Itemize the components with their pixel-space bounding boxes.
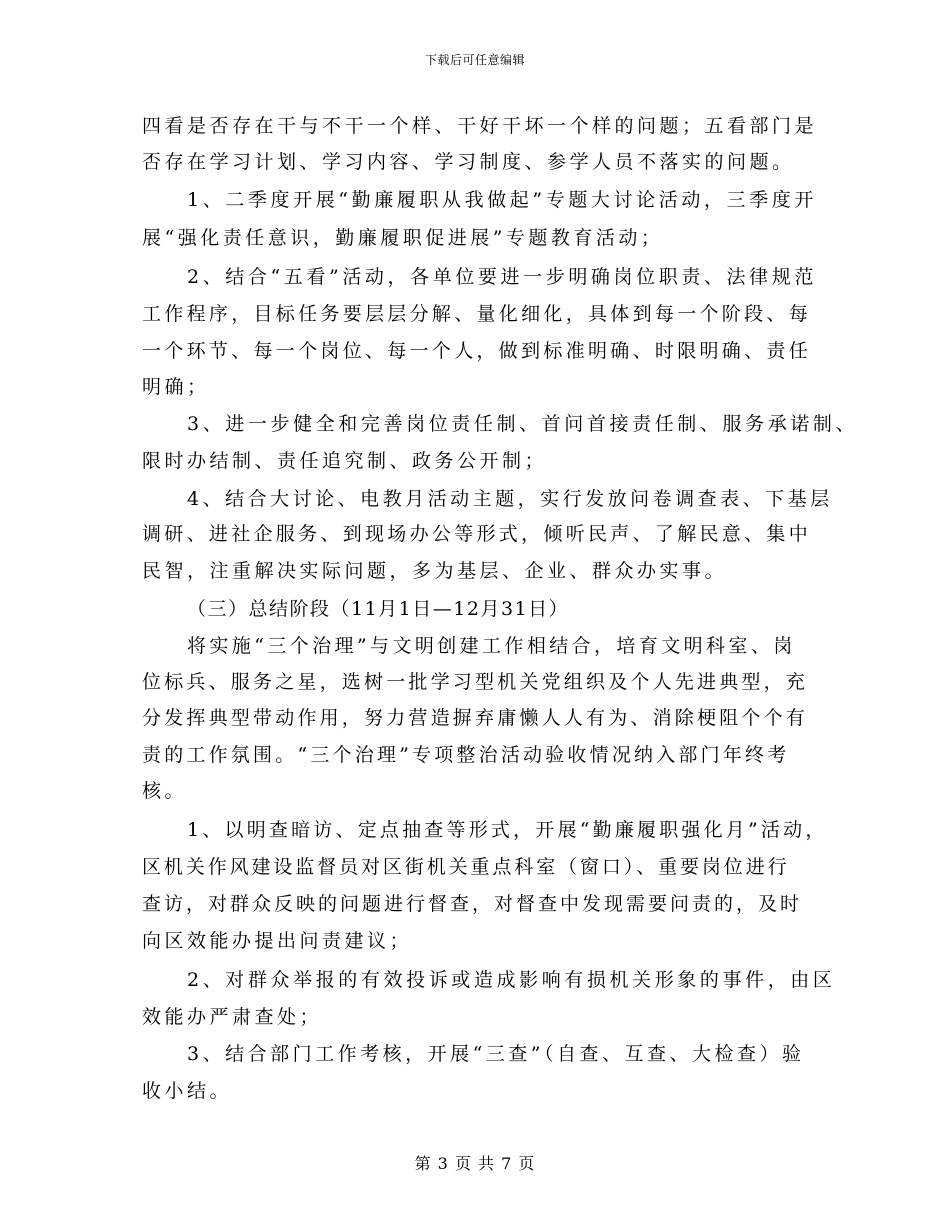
- text-line: 区机关作风建设监督员对区街机关重点科室（窗口）、重要岗位进行: [142, 856, 790, 878]
- text-line: 2、对群众举报的有效投诉或造成影响有损机关形象的事件，由区: [187, 969, 836, 991]
- text-line: 展“强化责任意识，勤廉履职促进展”专题教育活动；: [142, 227, 664, 249]
- text-line: 3、进一步健全和完善岗位责任制、首问首接责任制、服务承诺制、: [187, 413, 859, 435]
- page-number: 第 3 页 共 7 页: [414, 1154, 536, 1173]
- text-line: 一个环节、每一个岗位、每一个人，做到标准明确、时限明确、责任: [142, 340, 812, 362]
- text-line: 明确；: [142, 376, 210, 398]
- text-line: 效能办严肃查处；: [142, 1006, 323, 1028]
- text-line: 调研、进社企服务、到现场办公等形式，倾听民声、了解民意、集中: [142, 523, 812, 545]
- section-heading: （三）总结阶段（11月1日—12月31日）: [187, 598, 570, 620]
- text-line: 责的工作氛围。“三个治理”专项整治活动验收情况纳入部门年终考: [142, 744, 790, 766]
- text-line: 2、结合“五看”活动，各单位要进一步明确岗位职责、法律规范: [187, 266, 817, 288]
- text-line: 核。: [142, 780, 188, 802]
- text-line: 3、结合部门工作考核，开展“三查”（自查、互查、大检查）验: [187, 1043, 805, 1065]
- text-line: 收小结。: [142, 1080, 233, 1102]
- text-line: 四看是否存在干与不干一个样、干好干坏一个样的问题；五看部门是: [142, 115, 818, 137]
- text-line: 1、以明查暗访、定点抽查等形式，开展“勤廉履职强化月”活动，: [187, 819, 828, 841]
- text-line: 4、结合大讨论、电教月活动主题，实行发放问卷调查表、下基层: [187, 488, 833, 510]
- text-line: 位标兵、服务之星，选树一批学习型机关党组织及个人先进典型，充: [142, 671, 809, 693]
- text-line: 1、二季度开展“勤廉履职从我做起”专题大讨论活动，三季度开: [187, 189, 817, 211]
- text-line: 否存在学习计划、学习内容、学习制度、参学人员不落实的问题。: [142, 151, 795, 173]
- text-line: 工作程序，目标任务要层层分解、量化细化，具体到每一个阶段、每: [142, 303, 812, 325]
- text-line: 查访，对群众反映的问题进行督查，对督查中发现需要问责的，及时: [142, 893, 803, 915]
- text-line: 限时办结制、责任追究制、政务公开制；: [142, 450, 548, 472]
- text-line: 将实施“三个治理”与文明创建工作相结合，培育文明科室、岗: [187, 635, 796, 657]
- text-line: 分发挥典型带动作用，努力营造摒弃庸懒人人有为、消除梗阻个个有: [142, 707, 809, 729]
- page-header: 下载后可任意编辑: [424, 53, 525, 67]
- text-line: 向区效能办提出问责建议；: [142, 930, 413, 952]
- text-line: 民智，注重解决实际问题，多为基层、企业、群众办实事。: [142, 560, 728, 582]
